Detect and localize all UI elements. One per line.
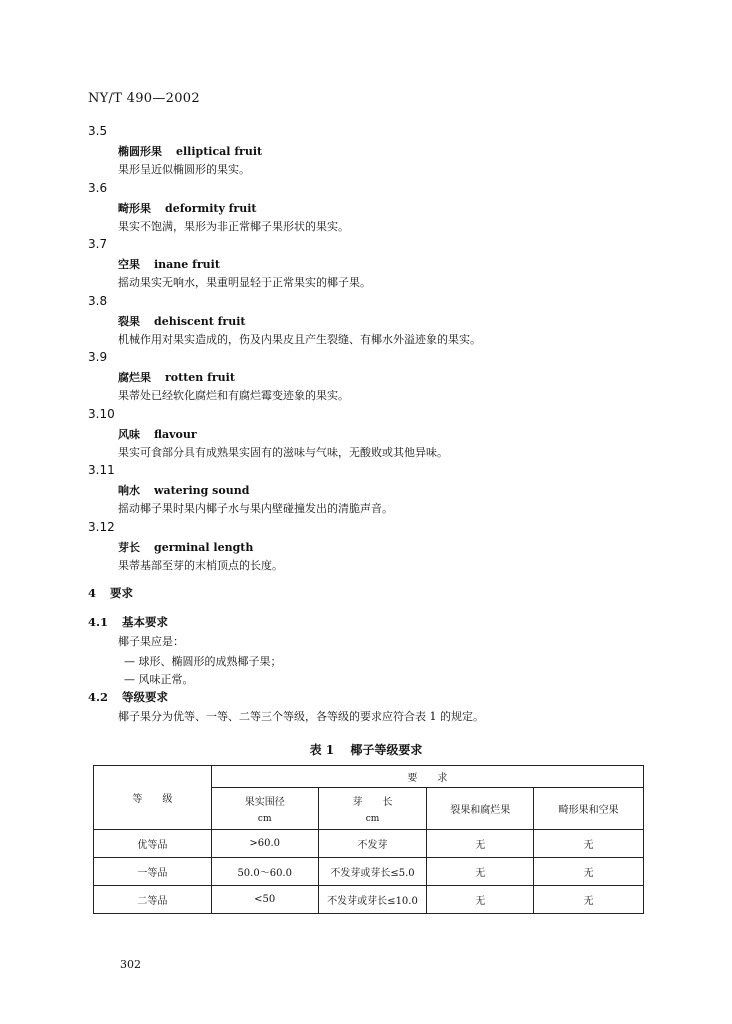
column-header-germ-length xyxy=(318,788,427,830)
term-definition: 果蒂基部至芽的末梢顶点的长度。 xyxy=(118,559,283,572)
table-row xyxy=(94,858,644,886)
grade-requirements-table xyxy=(93,765,644,914)
clause-4-1-item-1: — 球形、椭圆形的成熟椰子果； xyxy=(124,655,282,668)
section-title: 要求 xyxy=(110,586,134,600)
table-cell: 无 xyxy=(427,858,534,886)
table-row xyxy=(94,830,644,858)
term-number: 3.11 xyxy=(88,463,115,477)
term-title xyxy=(118,482,249,498)
term-number: 3.8 xyxy=(88,294,108,308)
term-definition: 摇动果实无响水，果重明显轻于正常果实的椰子果。 xyxy=(118,276,371,289)
term-definition: 果实可食部分具有成熟果实固有的滋味与气味，无酸败或其他异味。 xyxy=(118,446,448,459)
term-title xyxy=(118,369,235,385)
table-row xyxy=(94,886,644,914)
section-4-heading xyxy=(88,585,133,601)
clause-number: 4.1 xyxy=(88,615,109,629)
term-chinese: 裂果 xyxy=(118,315,140,328)
column-label: 芽 长 xyxy=(352,797,393,808)
term-number: 3.6 xyxy=(88,181,108,195)
term-english: watering sound xyxy=(154,484,250,497)
grade-header-cell: 等 级 xyxy=(94,766,212,830)
clause-title: 基本要求 xyxy=(122,615,169,629)
clause-4-2-text: 椰子果分为优等、一等、二等三个等级，各等级的要求应符合表 1 的规定。 xyxy=(118,710,484,723)
grade-cell: 二等品 xyxy=(94,886,212,914)
term-definition: 摇动椰子果时果内椰子水与果内壁碰撞发出的清脆声音。 xyxy=(118,502,393,515)
term-english: germinal length xyxy=(154,541,254,554)
term-number: 3.7 xyxy=(88,237,108,251)
term-english: flavour xyxy=(154,428,197,441)
term-number: 3.5 xyxy=(88,124,108,138)
table-cell: >60.0 xyxy=(211,830,318,858)
clause-title: 等级要求 xyxy=(122,690,169,704)
term-english: elliptical fruit xyxy=(176,145,263,158)
term-title xyxy=(118,539,253,555)
term-english: rotten fruit xyxy=(165,371,235,384)
column-label: 果实围径 xyxy=(244,797,285,808)
table-cell: 不发芽 xyxy=(318,830,427,858)
term-title xyxy=(118,426,197,442)
clause-number: 4.2 xyxy=(88,690,109,704)
grade-cell: 一等品 xyxy=(94,858,212,886)
term-english: dehiscent fruit xyxy=(154,315,246,328)
column-header-deformed-inane: 畸形果和空果 xyxy=(534,788,644,830)
table-cell: 无 xyxy=(534,886,644,914)
term-chinese: 畸形果 xyxy=(118,202,151,215)
term-number: 3.12 xyxy=(88,520,115,534)
column-header-girth xyxy=(211,788,318,830)
requirements-header-cell: 要 求 xyxy=(211,766,643,788)
term-chinese: 风味 xyxy=(118,428,140,441)
clause-4-2-heading xyxy=(88,689,168,705)
term-title xyxy=(118,200,256,216)
term-definition: 果形呈近似椭圆形的果实。 xyxy=(118,163,250,176)
table-cell: 不发芽或芽长≤5.0 xyxy=(318,858,427,886)
term-definition: 机械作用对果实造成的，伤及内果皮且产生裂缝、有椰水外溢迹象的果实。 xyxy=(118,333,481,346)
table-cell: 无 xyxy=(427,886,534,914)
section-number: 4 xyxy=(88,586,97,600)
term-chinese: 椭圆形果 xyxy=(118,145,162,158)
table-cell: 无 xyxy=(534,858,644,886)
term-definition: 果实不饱满，果形为非正常椰子果形状的果实。 xyxy=(118,220,349,233)
clause-4-1-intro: 椰子果应是： xyxy=(118,635,184,648)
term-title xyxy=(118,143,262,159)
column-header-cracked-rotten: 裂果和腐烂果 xyxy=(427,788,534,830)
term-english: inane fruit xyxy=(154,258,220,271)
table-cell: 无 xyxy=(534,830,644,858)
term-number: 3.9 xyxy=(88,350,108,364)
table-cell: 不发芽或芽长≤10.0 xyxy=(318,886,427,914)
table-caption-title: 椰子等级要求 xyxy=(350,743,423,757)
term-title xyxy=(118,256,220,272)
term-chinese: 腐烂果 xyxy=(118,371,151,384)
table-caption-number: 表 1 xyxy=(309,743,335,757)
column-unit: cm xyxy=(257,814,272,824)
term-definition: 果蒂处已经软化腐烂和有腐烂霉变迹象的果实。 xyxy=(118,389,349,402)
term-english: deformity fruit xyxy=(165,202,257,215)
column-unit: cm xyxy=(365,814,380,824)
grade-cell: 优等品 xyxy=(94,830,212,858)
clause-4-1-item-2: — 风味正常。 xyxy=(124,673,194,686)
table-cell: 50.0～60.0 xyxy=(211,858,318,886)
clause-4-1-heading xyxy=(88,614,168,630)
standard-code-header: NY/T 490—2002 xyxy=(88,91,200,106)
term-number: 3.10 xyxy=(88,407,115,421)
term-chinese: 空果 xyxy=(118,258,140,271)
page-number: 302 xyxy=(120,958,141,971)
term-chinese: 响水 xyxy=(118,484,140,497)
term-title xyxy=(118,313,245,329)
table-caption xyxy=(0,741,732,758)
table-cell: 无 xyxy=(427,830,534,858)
term-chinese: 芽长 xyxy=(118,541,140,554)
table-cell: <50 xyxy=(211,886,318,914)
